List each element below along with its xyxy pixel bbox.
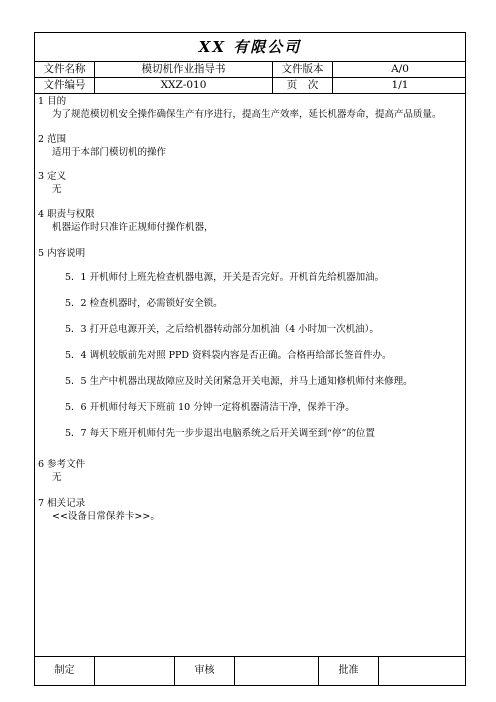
scope-title: 2 范围 (38, 134, 67, 145)
company-title: XX 有限公司 (35, 33, 465, 62)
records-text: <<设备日常保养卡>>。 (52, 511, 160, 522)
document-frame (34, 32, 466, 686)
content-items (65, 271, 413, 453)
section-records (38, 497, 160, 523)
purpose-text: 为了规范模切机安全操作确保生产有序进行，提高生产效率，延长机器寿命，提高产品质量。 (52, 109, 442, 120)
section-content (38, 247, 85, 260)
approved-field[interactable] (379, 656, 467, 685)
list-item: 5．5 生产中机器出现故障应及时关闭紧急开关电源，并马上通知修机师付来修理。 (65, 376, 413, 387)
approved-label: 批准 (319, 656, 379, 685)
prepared-field[interactable] (95, 656, 175, 685)
list-item: 5．3 打开总电源开关，之后给机器转动部分加机油（4 小时加一次机油）。 (65, 324, 379, 335)
section-duty (38, 208, 214, 234)
section-definition (38, 170, 66, 196)
duty-text: 机器运作时只准许正规师付操作机器， (52, 222, 214, 233)
content-title: 5 内容说明 (38, 248, 86, 259)
reviewed-field[interactable] (235, 656, 319, 685)
doc-name-value: 模切机作业指导书 (95, 61, 273, 77)
list-item: 5．2 检查机器时，必需锁好安全锁。 (65, 298, 223, 309)
doc-no-label: 文件编号 (35, 77, 95, 93)
definition-title: 3 定义 (38, 171, 67, 182)
signature-row (35, 656, 465, 685)
version-label: 文件版本 (273, 61, 333, 77)
prepared-label: 制定 (35, 656, 95, 685)
purpose-title: 1 目的 (38, 96, 67, 107)
header-row-2 (35, 77, 465, 94)
list-item: 5．4 调机较版前先对照 PPD 资料袋内容是否正确。合格再给部长签首件办。 (65, 350, 392, 361)
header-row-1 (35, 61, 465, 78)
reference-text: 无 (52, 472, 62, 483)
page-value: 1/1 (391, 79, 409, 91)
reviewed-label: 审核 (175, 656, 235, 685)
section-reference (38, 458, 85, 484)
section-purpose (38, 95, 442, 121)
definition-text: 无 (52, 184, 62, 195)
list-item: 5．1 开机师付上班先检查机器电源，开关是否完好。开机首先给机器加油。 (65, 272, 385, 283)
section-scope (38, 133, 166, 159)
reference-title: 6 参考文件 (38, 459, 86, 470)
records-title: 7 相关记录 (38, 498, 86, 509)
doc-no-value: XXZ-010 (95, 77, 273, 93)
list-item: 5．7 每天下班开机师付先一步步退出电脑系统之后开关调至到“停”的位置 (65, 428, 375, 439)
content-area (35, 94, 465, 657)
duty-title: 4 职责与权限 (38, 209, 95, 220)
list-item: 5．6 开机师付每天下班前 10 分钟一定将机器清洁干净，保养干净。 (65, 402, 355, 413)
scope-text: 适用于本部门模切机的操作 (52, 147, 167, 158)
page-label: 页 次 (273, 77, 333, 93)
version-value: A/0 (391, 63, 409, 75)
doc-name-label: 文件名称 (35, 61, 95, 77)
